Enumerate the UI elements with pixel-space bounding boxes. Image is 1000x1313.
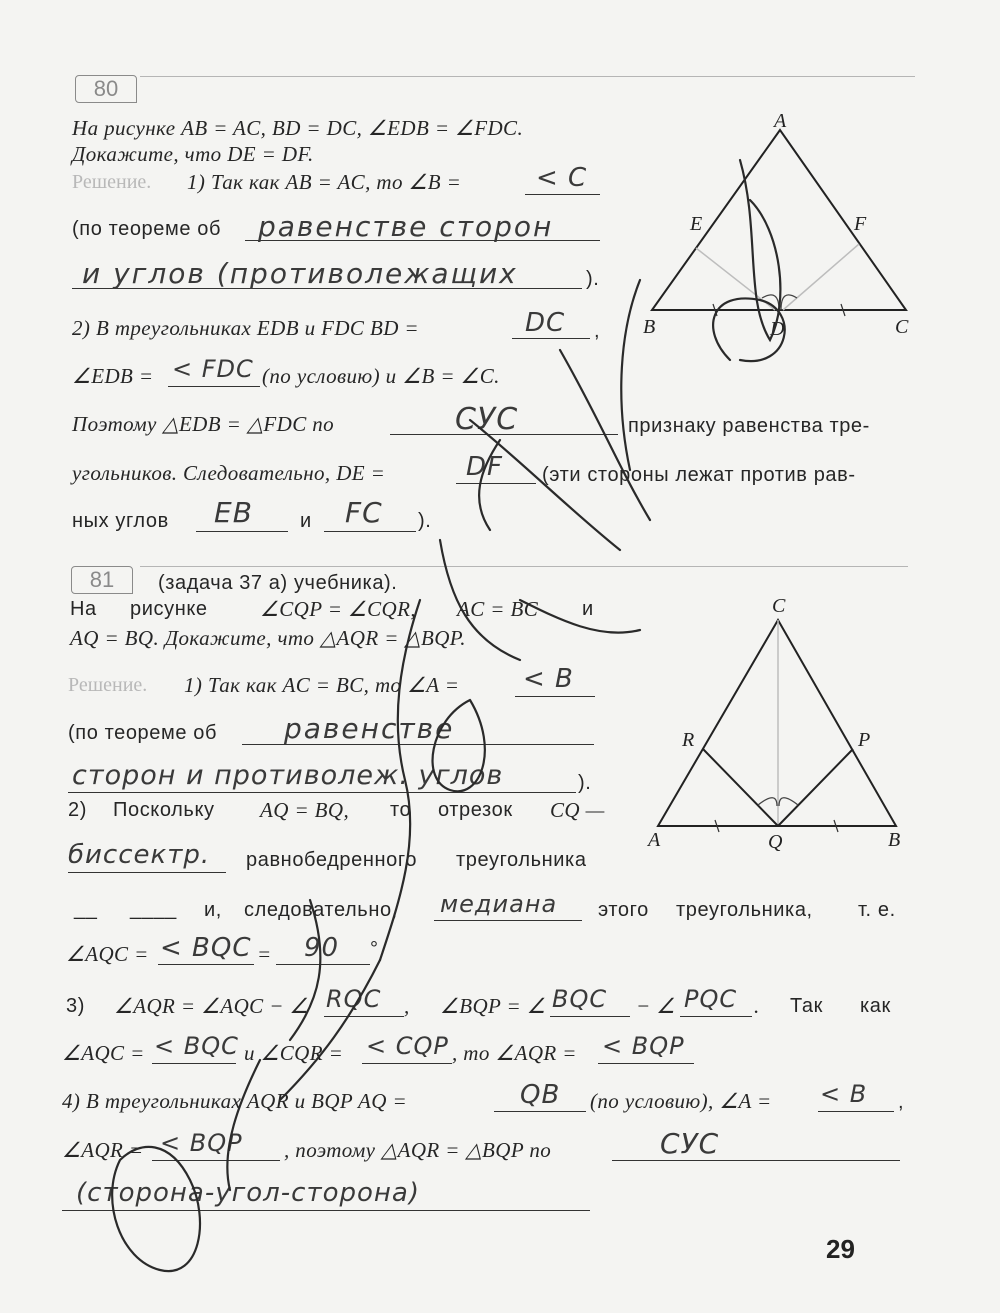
- p81-s4b-ans2: СУС: [660, 1127, 720, 1160]
- fig81-label-C: C: [772, 595, 786, 617]
- p81-solution-label: Решение.: [68, 674, 148, 696]
- p81-theorem-close: ).: [578, 772, 592, 794]
- p81-s3b-ans3: < BQP: [602, 1032, 685, 1060]
- p80-step2b-answer: < FDC: [172, 355, 254, 383]
- p80-step1-text: 1) Так как AB = AC, то ∠B =: [187, 170, 462, 194]
- p80-step2-comma: ,: [594, 320, 601, 342]
- p81-s3-c: ,: [404, 994, 410, 1018]
- p80-step2-answer: DC: [525, 308, 566, 338]
- p81-s2-f: CQ —: [550, 798, 605, 822]
- p80-step5-answer2: FC: [345, 496, 383, 529]
- fig81-label-R: R: [682, 729, 695, 751]
- p81-theorem-label: (по теореме об: [68, 722, 218, 744]
- p80-step5-text: ных углов: [72, 510, 169, 532]
- p81-l1-b: рисунке: [130, 598, 208, 620]
- p81-s3-d: ∠BQP = ∠: [440, 994, 546, 1018]
- p81-s4-a: 4) В треугольниках AQR и BQP AQ =: [62, 1089, 408, 1113]
- p80-step3-answer: СУС: [455, 402, 519, 437]
- p81-s2-m: т. е.: [858, 899, 896, 921]
- p81-s3-f: .: [754, 994, 760, 1018]
- p81-header: (задача 37 а) учебника).: [158, 572, 398, 594]
- p80-solution-label: Решение.: [72, 171, 152, 193]
- p81-l1-e: и: [582, 598, 594, 620]
- p80-step3-label: Поэтому △EDB = △FDC по: [72, 412, 335, 436]
- p81-s4-ans2: < B: [820, 1080, 868, 1108]
- p81-s4-c: ,: [898, 1091, 905, 1113]
- p81-s3-b: ∠AQR = ∠AQC − ∠: [114, 994, 309, 1018]
- fig81-label-P: P: [858, 729, 871, 751]
- p81-s3-h: как: [860, 995, 891, 1017]
- p80-theorem-answer2: и углов (противолежащих: [82, 257, 518, 290]
- fig81-label-B: B: [888, 829, 901, 851]
- p80-step2-text: 2) В треугольниках EDB и FDC BD =: [72, 316, 419, 340]
- p81-s3-a: 3): [66, 995, 85, 1017]
- p81-s4-ans1: QB: [520, 1080, 561, 1110]
- p80-step2b-label: ∠EDB =: [72, 364, 154, 388]
- p81-s2-eq: =: [257, 942, 272, 966]
- p81-l1-d: AC = BC: [457, 597, 539, 621]
- fig80-label-B: B: [643, 316, 656, 338]
- p81-s2-l: треугольника,: [676, 899, 813, 921]
- p81-s4b-a: ∠AQR =: [62, 1138, 144, 1162]
- p81-s2-deg: °: [370, 938, 379, 960]
- p80-step4-text2: (эти стороны лежат против рав-: [542, 464, 856, 486]
- p80-step5-answer1: EB: [214, 496, 253, 529]
- p80-step4-answer: DF: [466, 452, 503, 482]
- fig80-label-E: E: [690, 213, 703, 235]
- p81-s3-ans1: RQC: [326, 985, 382, 1013]
- p81-step1-answer: < B: [523, 664, 574, 694]
- p81-s3-ans2: BQC: [552, 985, 608, 1013]
- p81-line2: AQ = BQ. Докажите, что △AQR = △BQP.: [70, 626, 466, 650]
- p81-s3-g: Так: [790, 995, 823, 1017]
- p81-s2-b: Поскольку: [113, 799, 215, 821]
- p81-s3b-b: и ∠CQR =: [244, 1041, 344, 1065]
- p81-s2-angle-answer: < BQC: [160, 933, 252, 963]
- p81-l1-a: На: [70, 598, 97, 620]
- p80-theorem-close: ).: [586, 268, 600, 290]
- p81-s2-j: следовательно,: [244, 899, 398, 921]
- p81-s2-deg-answer: 90: [304, 933, 340, 963]
- p80-step2b-text: (по условию) и ∠B = ∠C.: [262, 364, 500, 388]
- p81-s3b-a: ∠AQC =: [62, 1041, 145, 1065]
- p80-step3-text: признаку равенства тре-: [628, 415, 870, 437]
- p80-step4-text: угольников. Следовательно, DE =: [72, 461, 386, 485]
- p81-s2-a: 2): [68, 799, 87, 821]
- p81-s3-ans3: PQC: [684, 985, 738, 1013]
- p81-s2-c: AQ = BQ,: [260, 798, 350, 822]
- fig81-label-Q: Q: [768, 831, 783, 853]
- p81-s4c-ans: (сторона-угол-сторона): [76, 1178, 421, 1208]
- p80-step5-close: ).: [418, 510, 432, 532]
- problem-number-81: 81: [71, 566, 133, 594]
- p81-s4-b: (по условию), ∠A =: [590, 1089, 772, 1113]
- problem-number-80: 80: [75, 75, 137, 103]
- p81-s2-answer: биссектр.: [68, 840, 211, 870]
- p81-s2-blank-a: __: [74, 898, 98, 920]
- p81-step1-text: 1) Так как AC = BC, то ∠A =: [184, 673, 460, 697]
- fig80-label-F: F: [854, 213, 867, 235]
- p81-s4b-b: , поэтому △AQR = △BQP по: [284, 1138, 552, 1162]
- p81-s3b-ans2: < CQP: [366, 1032, 449, 1060]
- p81-s2-angle-label: ∠AQC =: [66, 942, 149, 966]
- p80-step1-answer: < C: [536, 163, 588, 193]
- p81-l1-c: ∠CQP = ∠CQR,: [260, 597, 416, 621]
- fig80-label-C: C: [895, 316, 909, 338]
- p80-theorem-answer: равенстве сторон: [258, 210, 554, 243]
- p80-theorem-label: (по теореме об: [72, 218, 222, 240]
- p81-s4b-ans1: < BQP: [160, 1129, 243, 1157]
- p81-s2-k: этого: [598, 899, 649, 921]
- p81-s2-g: равнобедренного: [246, 849, 418, 871]
- page-number: 29: [826, 1234, 855, 1264]
- p81-theorem-answer: равенстве: [284, 712, 455, 745]
- p81-s2-answer2: медиана: [440, 890, 558, 918]
- p81-s3b-ans1: < BQC: [154, 1032, 239, 1060]
- p80-step5-and: и: [300, 510, 312, 532]
- p80-statement-line2: Докажите, что DE = DF.: [72, 142, 314, 166]
- fig81-label-A: A: [648, 829, 661, 851]
- p81-s3-e: − ∠: [636, 994, 676, 1018]
- p81-s2-blank-b: ____: [130, 898, 177, 920]
- p81-s2-i: и,: [204, 899, 222, 921]
- p81-s2-h: треугольника: [456, 849, 587, 871]
- p80-statement-line1: На рисунке AB = AC, BD = DC, ∠EDB = ∠FDC.: [72, 116, 524, 140]
- fig80-label-D: D: [770, 318, 785, 340]
- p81-s2-e: отрезок: [438, 799, 513, 821]
- p81-s2-d: то: [390, 799, 412, 821]
- p81-theorem-answer2: сторон и противолеж. углов: [72, 760, 504, 791]
- p81-s3b-c: , то ∠AQR =: [452, 1041, 577, 1065]
- fig80-label-A: A: [774, 110, 787, 132]
